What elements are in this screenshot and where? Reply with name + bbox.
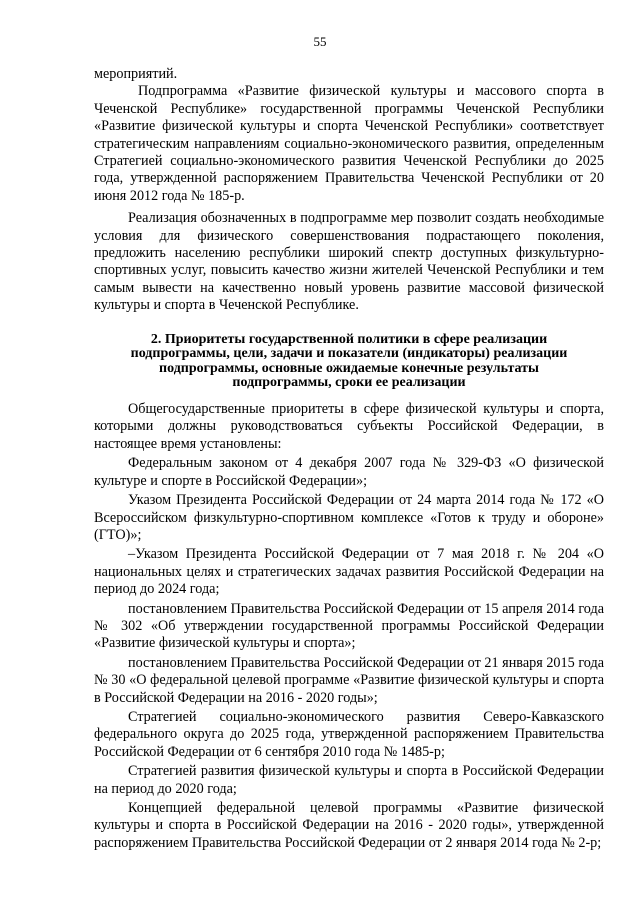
list-item: Федеральным законом от 4 декабря 2007 года № 329-ФЗ «О физической культуре и спорте в Российской Федерации»; <box>94 455 604 489</box>
priorities-lead: Общегосударственные приоритеты в сфере физической культуры и спорта, которыми должны руководствоваться субъекты Российской Федерации, в настоящее время установлены: <box>94 401 604 452</box>
paragraph-continuation: мероприятий. <box>94 66 178 82</box>
section-heading <box>94 333 604 391</box>
list-item: Концепцией федеральной целевой программы «Развитие физической культуры и спорта в Российской Федерации на 2016 - 2020 годы», утвержденной распоряжением Правительства Российской Федерации от 2 января 2014 года № 2-р; <box>94 800 604 851</box>
paragraph-implementation: Реализация обозначенных в подпрограмме мер позволит создать необходимые условия для физического совершенствования подрастающего поколения, предложить населению республики широкий спектр доступных физкультурно-спортивных услуг, повысить качество жизни жителей Чеченской Республики и тем самым вывести на качественно новый уровень развитие массовой физической культуры и спорта в Чеченской Республике. <box>94 210 604 314</box>
priorities-list <box>94 401 604 852</box>
list-item: Стратегией социально-экономического развития Северо-Кавказского федерального округа до 2025 года, утвержденной распоряжением Правительства Российской Федерации от 6 сентября 2010 года № 1485-р; <box>94 708 604 760</box>
list-item: постановлением Правительства Российской Федерации от 21 января 2015 года № 30 «О федеральной целевой программе «Развитие физической культуры и спорта в Российской Федерации на 2016 - 2020 годы»; <box>94 654 604 706</box>
page-number: 55 <box>313 34 327 49</box>
section-heading-line: подпрограммы, сроки ее реализации <box>232 375 466 391</box>
section-heading-line: подпрограммы, цели, задачи и показатели (индикаторы) реализации <box>130 346 568 362</box>
list-item: постановлением Правительства Российской Федерации от 15 апреля 2014 года № 302 «Об утверждении государственной программы Российской Федерации «Развитие физической культуры и спорта»; <box>94 600 604 652</box>
page-content <box>94 66 604 854</box>
paragraph-subprogram-strategy: Подпрограмма «Развитие физической культуры и массового спорта в Чеченской Республике» государственной программы Чеченской Республики «Развитие физической культуры и спорта Чеченской Республики» соответствует стратегическим направлениям социально-экономического развития, определенным Стратегией социально-экономического развития Чеченской Республики до 2025 года, утвержденной распоряжением Правительства Чеченской Республики от 20 июня 2012 года № 185-р. <box>94 83 604 204</box>
section-heading-line: 2. Приоритеты государственной политики в сфере реализации <box>150 331 548 347</box>
list-item: Указом Президента Российской Федерации от 24 марта 2014 года № 172 «О Всероссийском физкультурно-спортивном комплексе «Готов к труду и обороне» (ГТО)»; <box>94 492 604 543</box>
list-item: –Указом Президента Российской Федерации от 7 мая 2018 г. № 204 «О национальных целях и стратегических задачах развития Российской Федерации на период до 2024 года; <box>94 546 604 598</box>
section-heading-line: подпрограммы, основные ожидаемые конечные результаты <box>159 360 539 376</box>
list-item: Стратегией развития физической культуры и спорта в Российской Федерации на период до 2020 года; <box>94 763 604 797</box>
